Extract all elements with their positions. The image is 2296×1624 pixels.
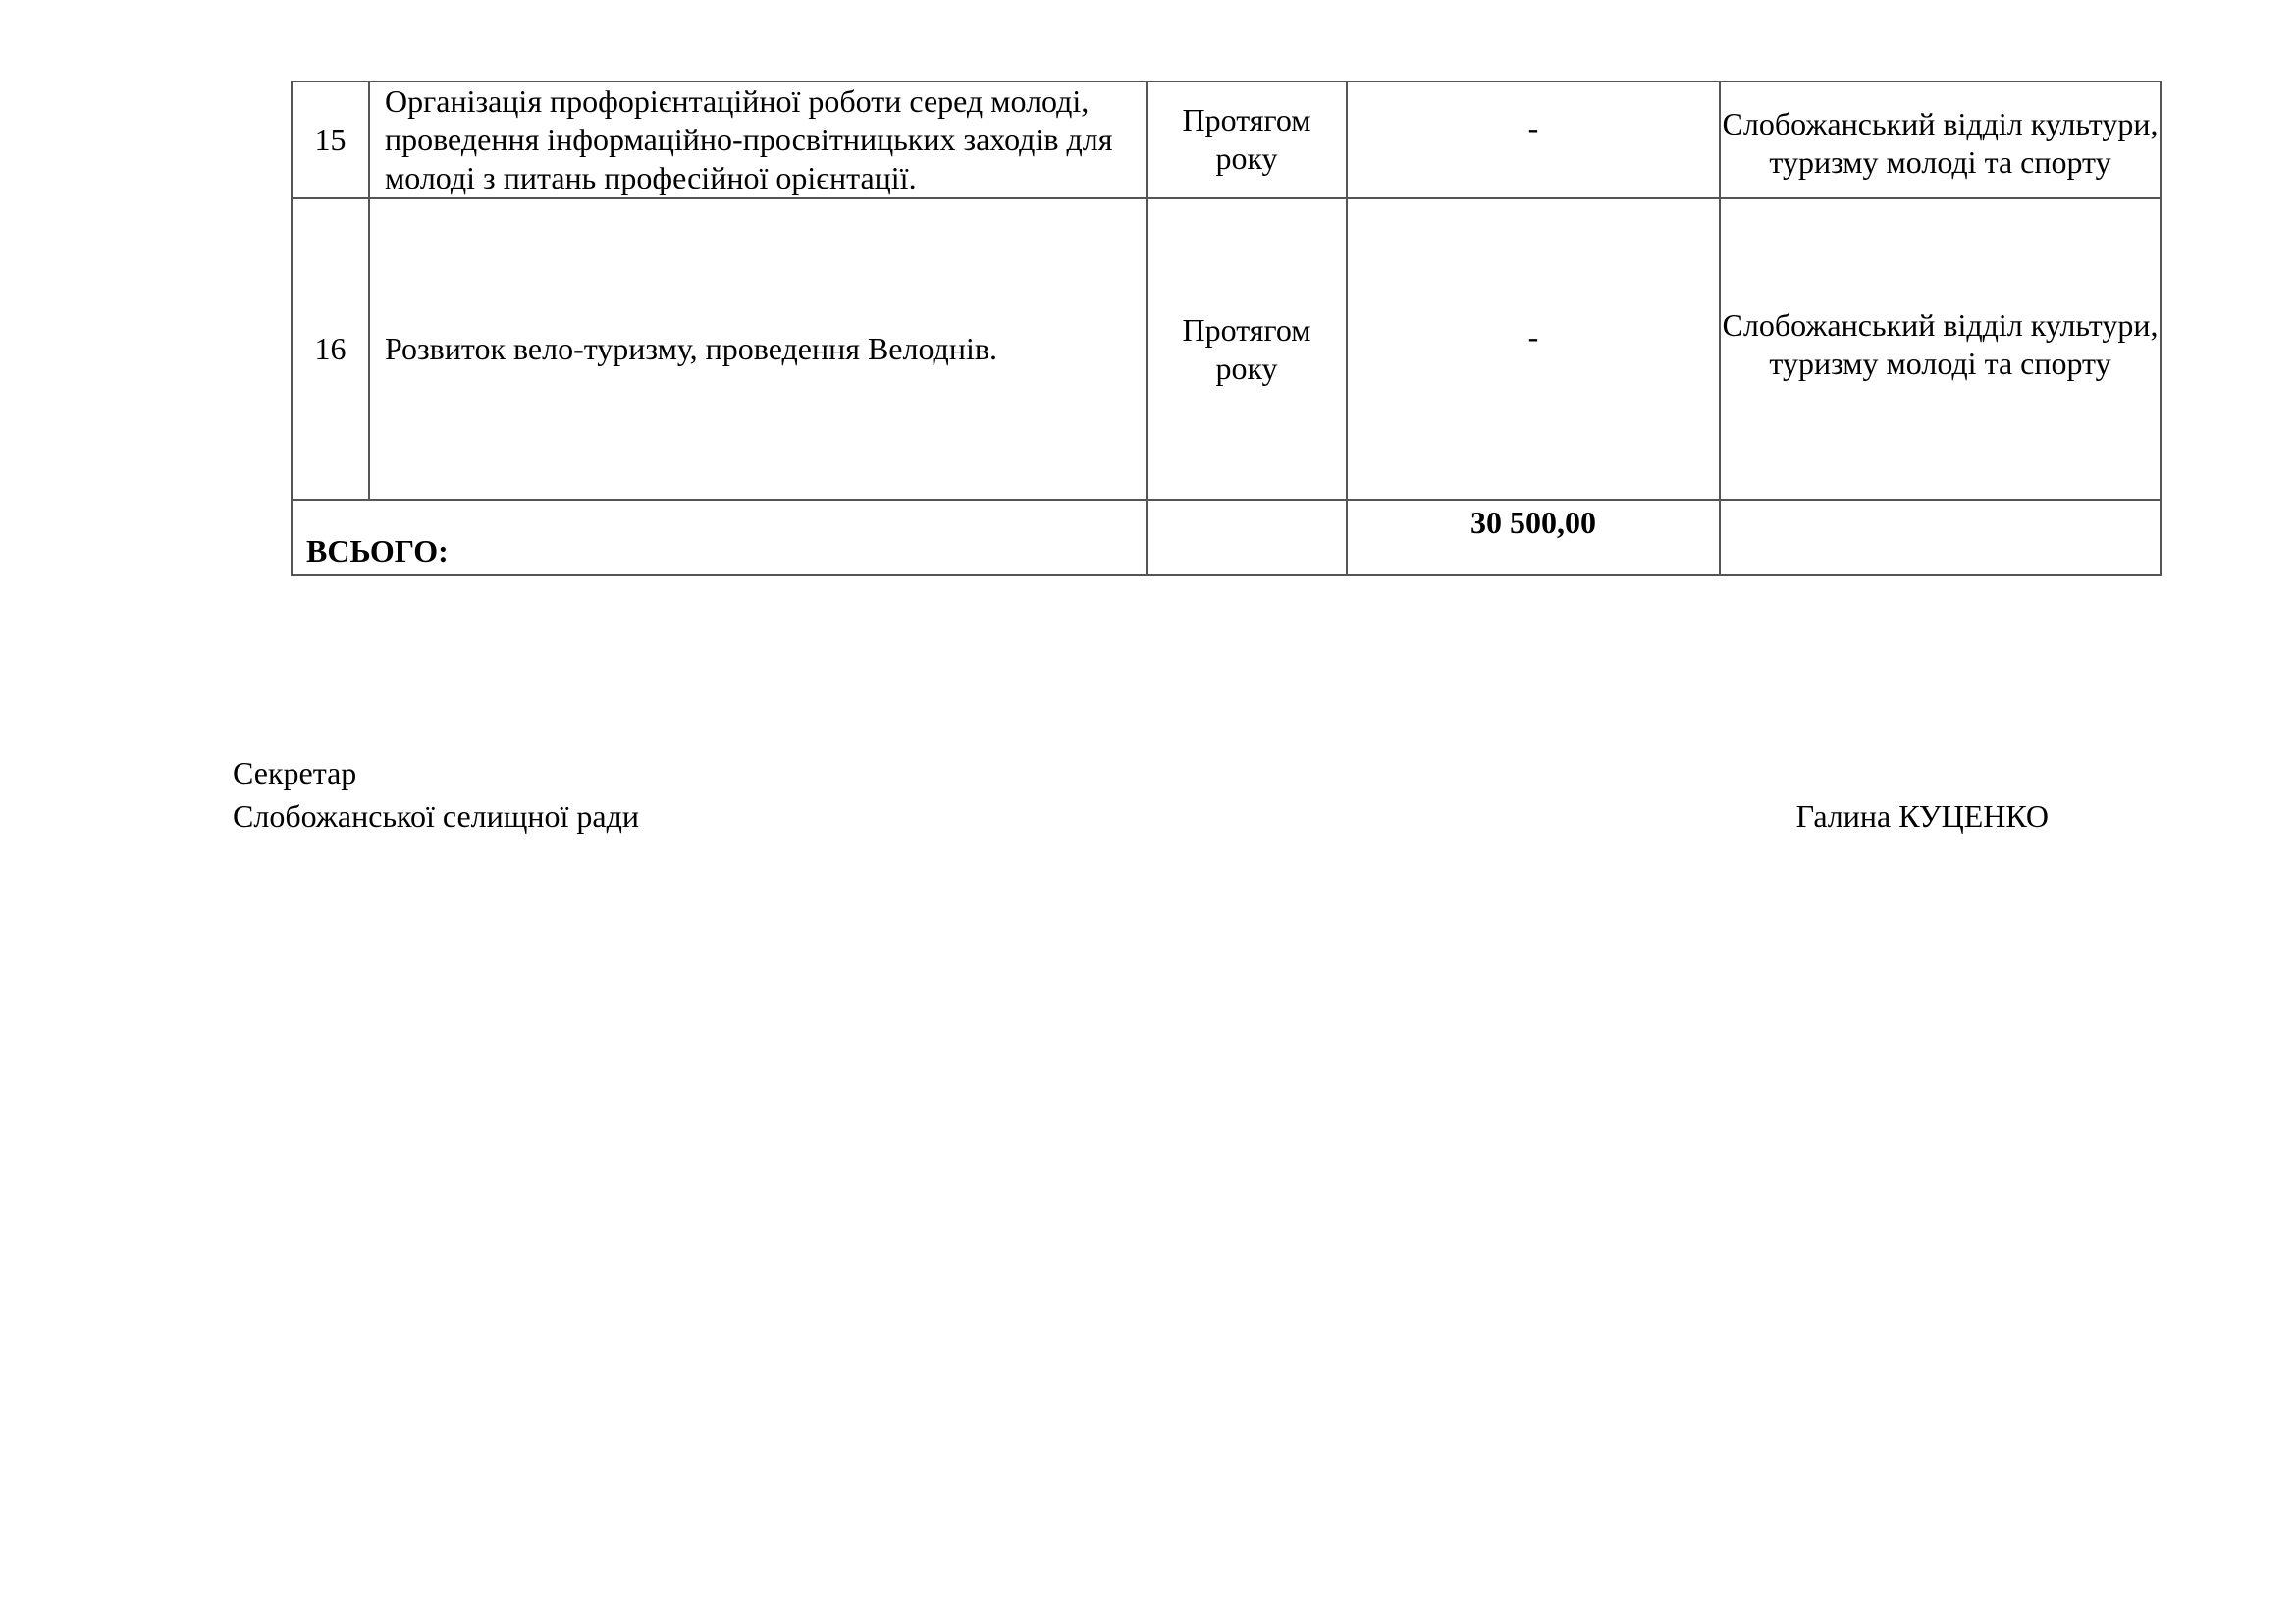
total-label: ВСЬОГО: (306, 533, 449, 568)
total-amount: 30 500,00 (1470, 505, 1596, 540)
row-term: Протягом року (1147, 198, 1347, 500)
total-term-cell (1147, 500, 1347, 575)
total-responsible-cell (1720, 500, 2161, 575)
total-label-cell (292, 500, 1147, 575)
signature-block (233, 751, 2049, 838)
total-row (292, 500, 2161, 575)
row-term: Протягом року (1147, 81, 1347, 198)
program-table (291, 81, 2162, 576)
table-row (292, 81, 2161, 198)
row-number: 16 (292, 198, 369, 500)
row-description: Організація профорієнтаційної роботи серед молоді, проведення інформаційно-просвітницьких заходів для молоді з питань професійної орієнтації. (369, 81, 1147, 198)
row-amount: - (1347, 198, 1720, 500)
signature-name: Галина КУЦЕНКО (1795, 798, 2049, 834)
row-amount: - (1347, 81, 1720, 198)
row-number: 15 (292, 81, 369, 198)
row-responsible: Слобожанський відділ культури, туризму молоді та спорту (1720, 81, 2161, 198)
signature-organization: Слобожанської селищної ради (233, 798, 639, 834)
table-row (292, 198, 2161, 500)
row-responsible: Слобожанський відділ культури, туризму молоді та спорту (1720, 198, 2161, 500)
total-amount-cell (1347, 500, 1720, 575)
row-description: Розвиток вело-туризму, проведення Велоднів. (369, 198, 1147, 500)
signature-position: Секретар (233, 755, 357, 790)
